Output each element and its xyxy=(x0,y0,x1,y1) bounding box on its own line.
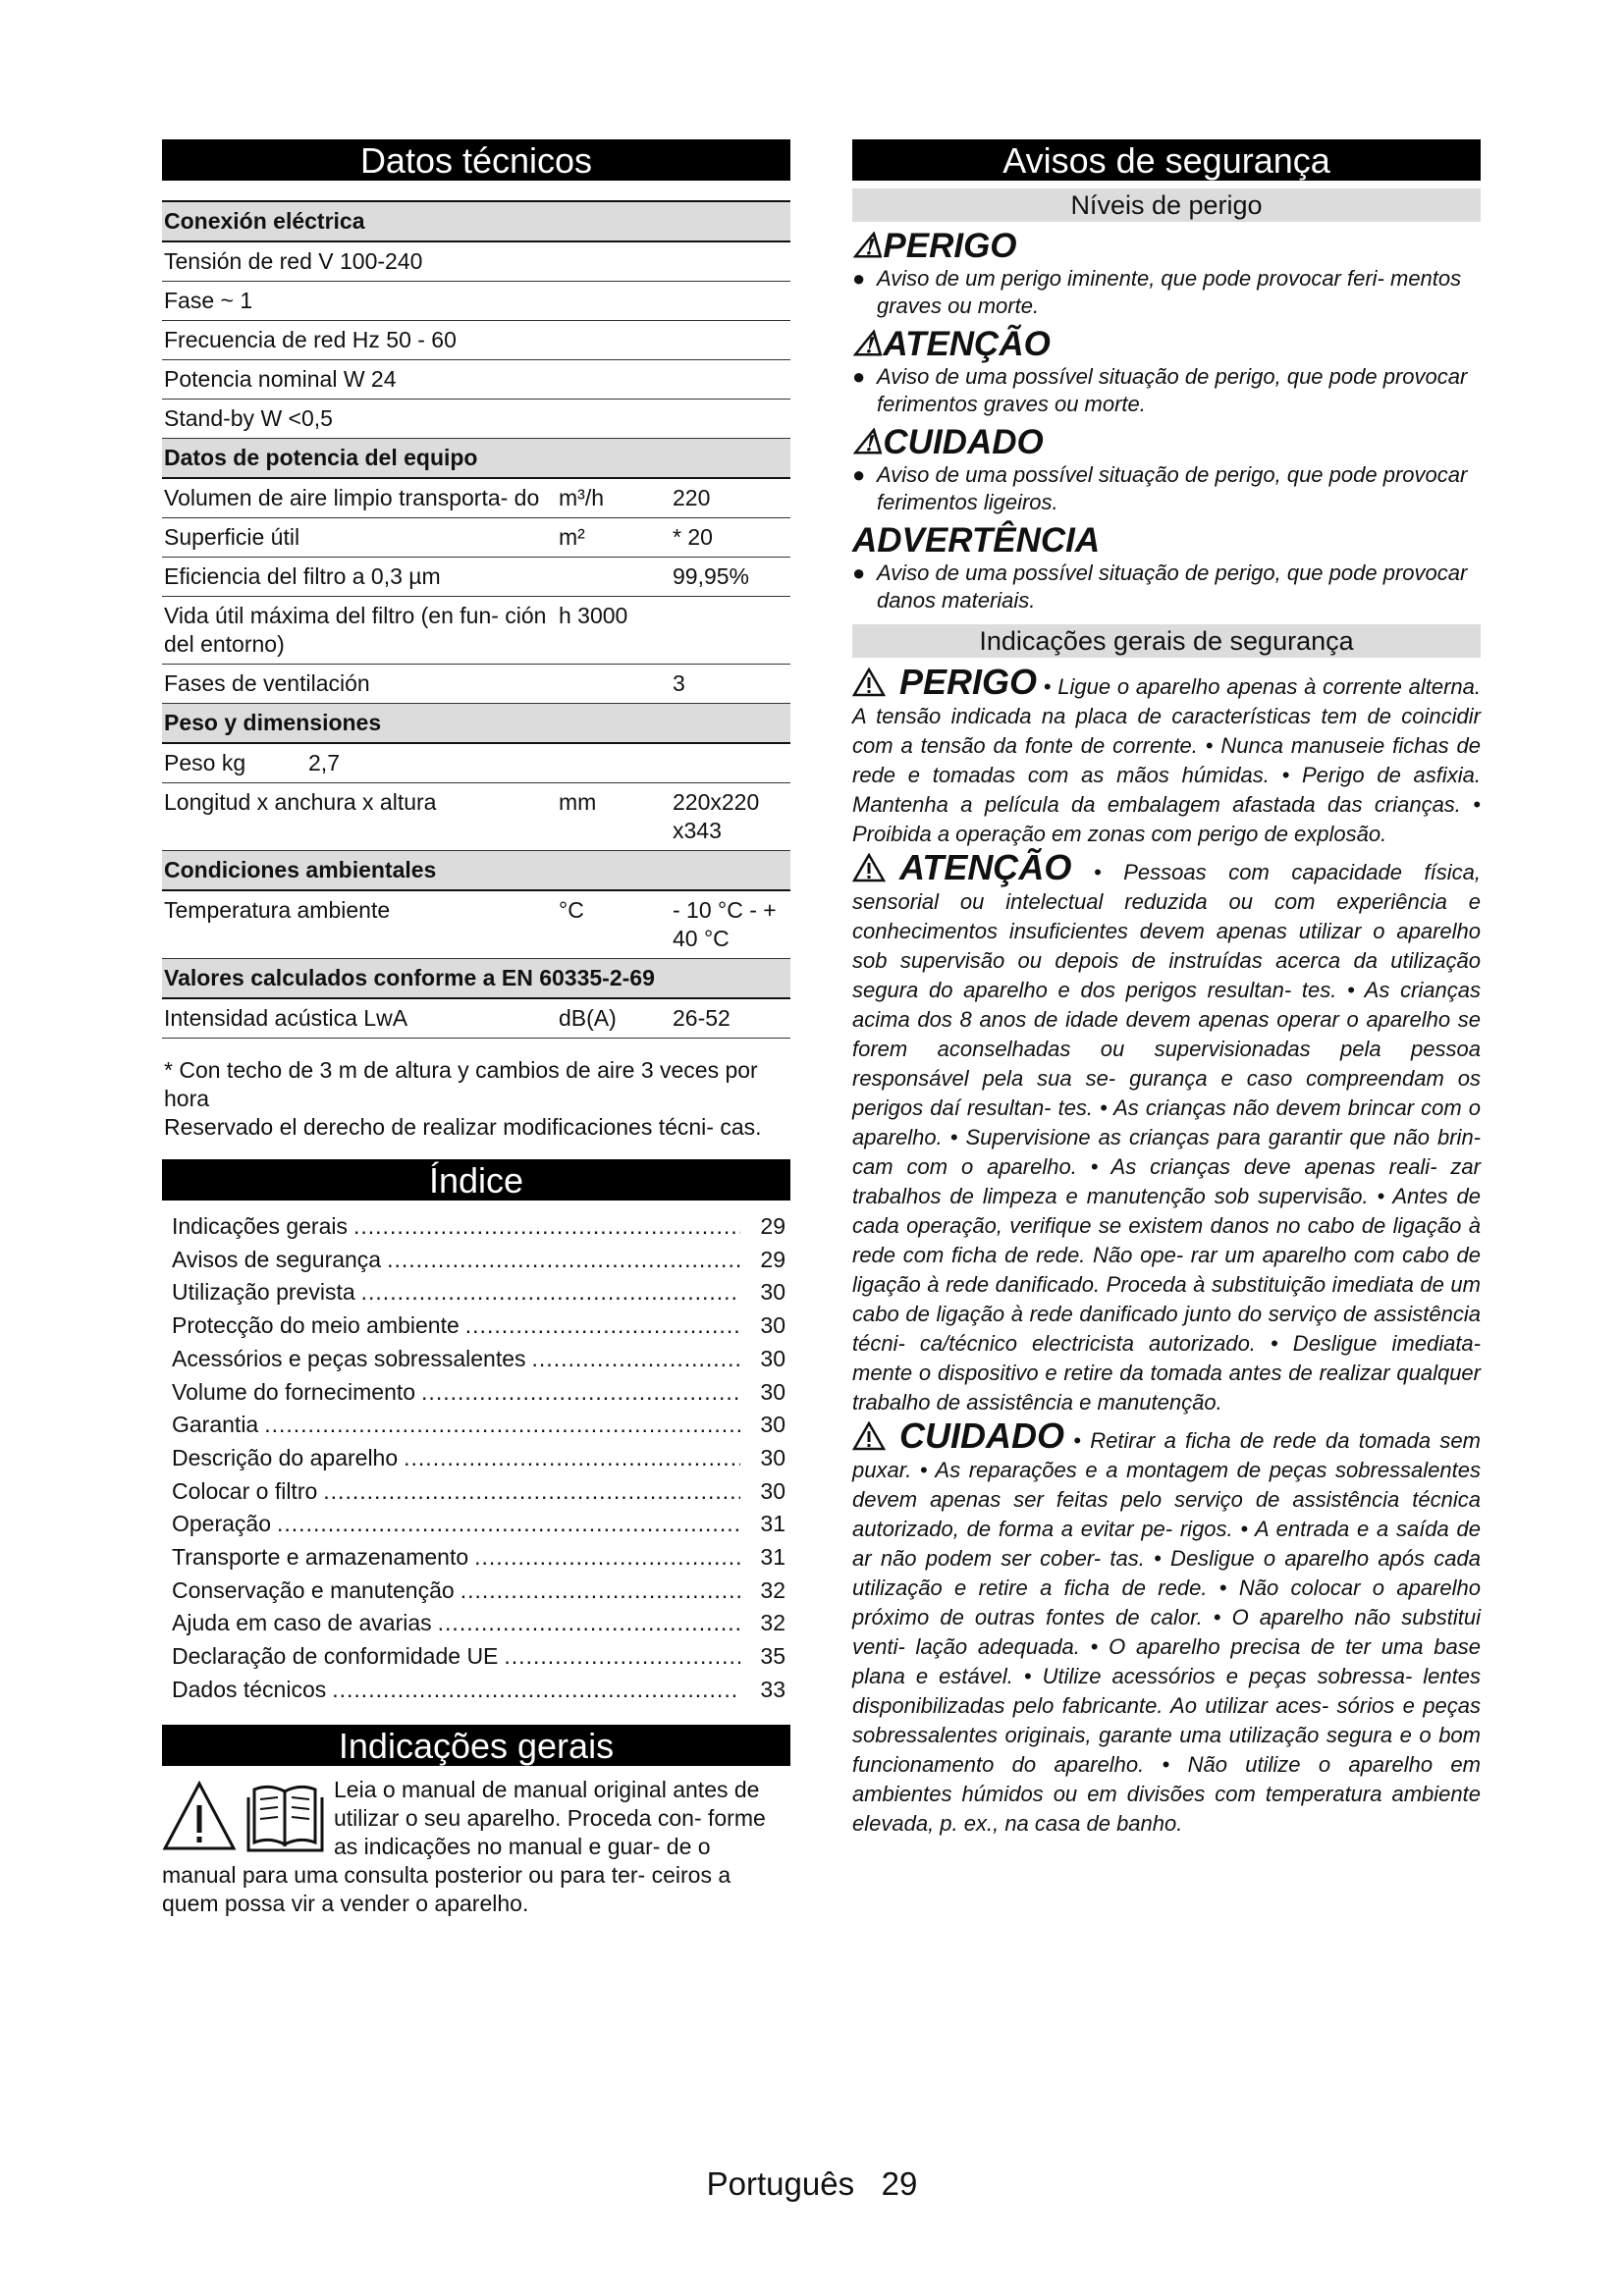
level-name: ATENÇÃO xyxy=(883,325,1051,363)
toc-leader xyxy=(404,1442,740,1475)
toc-entry[interactable] xyxy=(172,1210,790,1244)
warning-triangle-icon: ⚠ xyxy=(852,227,884,265)
ceiling-note: * Con techo de 3 m de altura y cambios de aire 3 veces por hora xyxy=(164,1057,758,1111)
row-unit: mm xyxy=(559,789,597,815)
section-header: Condiciones ambientales xyxy=(162,851,790,891)
toc-entry-title: Conservação e manutenção xyxy=(172,1576,455,1603)
row-label: Frecuencia de red Hz 50 - 60 xyxy=(164,327,457,352)
toc-page: 30 xyxy=(760,1279,785,1306)
toc-leader xyxy=(532,1343,740,1376)
table-row xyxy=(162,282,790,321)
perigo-paragraph xyxy=(852,662,1481,849)
row-unit xyxy=(559,326,673,354)
safety-title: Avisos de segurança xyxy=(852,139,1481,181)
toc-page: 33 xyxy=(760,1676,785,1702)
atencao-text: • Pessoas com capacidade física, sensorial ou intelectual reduzida ou com experiência e conhecimentos insuficientes devem apenas utilizar o aparelho sob supervisão ou depois de instruídas acerca da utilização segura do aparelho e dos perigos resultan- tes. • As crianças acima dos 8 anos de idade devem apenas operar o aparelho se forem aconselhadas ou supervisionadas pela pessoa responsável pela sua se- gurança e caso compreendam os perigos daí resultan- tes. • As crianças não devem brincar com o aparelho. • Supervisione as crianças para garantir que não brin- cam com o aparelho. • As crianças deve apenas reali- zar trabalhos de limpeza e manutenção sob supervisão. • Antes de cada operação, verifique se existem danos no cabo de ligação à rede com ficha de rede. Não ope- rar um aparelho com cabo de ligação à rede danificado. Proceda à substituição imediata de um cabo de ligação à rede danificado junto do serviço de assistência técni- ca/técnico electricista autorizado. • Desligue imediata- mente o dispositivo e retire da tomada antes de realizar qualquer trabalho de assistência e manutenção. xyxy=(852,860,1481,1415)
modification-note: Reservado el derecho de realizar modificaciones técni- cas. xyxy=(164,1114,762,1140)
general-safety-text xyxy=(852,662,1481,1839)
row-unit xyxy=(559,365,673,394)
table-row xyxy=(162,558,790,597)
toc-entry-title: Descrição do aparelho xyxy=(172,1444,399,1470)
cuidado-text: • Retirar a ficha de rede da tomada sem puxar. • As reparações e a montagem de peças sobressalentes devem apenas ser feitas pelo serviço de assistência técnica autorizado, de forma a evitar pe- rigos. • A entrada e a saída de ar não podem ser cober- tas. • Desligue o aparelho após cada utilização e retire a ficha de rede. • Não colocar o aparelho próximo de outras fontes de calor. • O aparelho não substitui venti- lação adequada. • O aparelho precisa de ter uma base plana e estável. • Utilize acessórios e peças sobressa- lentes disponibilizadas pelo fabricante. Ao utilizar aces- sórios e peças sobressalentes originais, garante uma utilização segura e o bom funcionamento do aparelho. • Não utilize o aparelho em ambientes húmidos ou em divisões com temperatura ambiente elevada, p. ex., na casa de banho. xyxy=(852,1428,1481,1836)
page-footer xyxy=(0,2165,1624,2203)
section-header: Conexión eléctrica xyxy=(162,202,790,242)
toc-entry[interactable] xyxy=(172,1343,790,1376)
tech-data-table xyxy=(162,200,790,1039)
cuidado-paragraph xyxy=(852,1415,1481,1839)
toc-leader xyxy=(361,1276,740,1309)
warning-manual-icons xyxy=(162,1776,334,1859)
toc-leader xyxy=(460,1575,740,1608)
row-label: Fase ~ 1 xyxy=(164,288,253,313)
toc-page: 32 xyxy=(760,1610,785,1636)
level-text: Aviso de um perigo iminente, que pode provocar feri- mentos graves ou morte. xyxy=(877,266,1462,318)
row-unit xyxy=(559,749,673,777)
row-label: Peso kg 2,7 xyxy=(164,750,340,775)
table-row xyxy=(162,321,790,360)
general-safety-title: Indicações gerais de segurança xyxy=(852,624,1481,658)
row-value: - 10 °C - + 40 °C xyxy=(673,897,777,951)
row-label: Fases de ventilación xyxy=(164,670,370,696)
row-value: 26-52 xyxy=(673,1005,731,1031)
warning-triangle-icon xyxy=(852,667,886,697)
row-label: Superficie útil xyxy=(164,524,300,550)
general-info xyxy=(162,1776,790,1918)
toc-entry-title: Colocar o filtro xyxy=(172,1477,318,1504)
section-header: Peso y dimensiones xyxy=(162,704,790,744)
toc-entry[interactable] xyxy=(172,1607,790,1640)
table-row xyxy=(162,891,790,959)
bullet: ● xyxy=(852,561,866,585)
bullet: ● xyxy=(852,462,866,487)
toc-leader xyxy=(465,1309,740,1343)
warning-triangle-icon: ⚠ xyxy=(852,423,884,461)
toc-page: 30 xyxy=(760,1378,785,1405)
row-label: Temperatura ambiente xyxy=(164,897,391,923)
toc-entry[interactable] xyxy=(172,1640,790,1674)
row-label: Longitud x anchura x altura xyxy=(164,789,437,815)
row-unit xyxy=(559,287,673,315)
row-value: * 20 xyxy=(673,524,713,550)
row-label: Tensión de red V 100-240 xyxy=(164,248,423,274)
row-value xyxy=(673,602,790,659)
bullet: ● xyxy=(852,364,866,389)
row-value: 99,95% xyxy=(673,563,750,589)
general-info-text: Leia o manual de manual original antes de utilizar o seu aparelho. Proceda con- forme as indicações no manual e guar- de o manual para uma consulta posterior ou para ter- ceiros a quem possa vir a vender o aparelho. xyxy=(162,1776,766,1916)
toc-entry[interactable] xyxy=(172,1376,790,1410)
row-label: Vida útil máxima del filtro (en fun- ción del entorno) xyxy=(164,603,547,657)
section-header: Valores calculados conforme a EN 60335-2-69 xyxy=(162,959,790,999)
toc-entry[interactable] xyxy=(172,1674,790,1707)
level-text: Aviso de uma possível situação de perigo, que pode provocar ferimentos graves ou morte. xyxy=(877,364,1468,416)
toc-entry[interactable] xyxy=(172,1575,790,1608)
toc-leader xyxy=(277,1508,740,1541)
cuidado-keyword: CUIDADO xyxy=(899,1415,1064,1456)
footer-language: Português xyxy=(706,2165,855,2202)
toc-entry[interactable] xyxy=(172,1442,790,1475)
tech-data-title: Datos técnicos xyxy=(162,139,790,181)
row-label: Volumen de aire limpio transporta- do xyxy=(164,485,540,510)
toc-page: 32 xyxy=(760,1576,785,1603)
toc-page: 29 xyxy=(760,1213,785,1239)
atencao-keyword: ATENÇÃO xyxy=(899,847,1072,887)
row-unit: dB(A) xyxy=(559,1005,617,1031)
toc-entry-title: Dados técnicos xyxy=(172,1676,327,1702)
toc-page: 35 xyxy=(760,1643,785,1670)
toc-entry[interactable] xyxy=(172,1508,790,1541)
toc-page: 31 xyxy=(760,1511,785,1537)
manual-book-icon xyxy=(248,1787,322,1850)
table-row xyxy=(162,400,790,439)
index-title: Índice xyxy=(162,1159,790,1201)
toc-leader xyxy=(438,1607,740,1640)
row-unit xyxy=(559,562,673,591)
perigo-keyword: PERIGO xyxy=(899,662,1038,702)
table-row xyxy=(162,479,790,518)
row-label: Potencia nominal W 24 xyxy=(164,366,397,392)
toc-leader xyxy=(353,1210,740,1244)
left-column xyxy=(162,139,790,1918)
section-header: Datos de potencia del equipo xyxy=(162,439,790,479)
atencao-paragraph xyxy=(852,847,1481,1417)
row-unit xyxy=(559,669,673,698)
level-perigo xyxy=(852,228,1481,320)
toc-entry-title: Protecção do meio ambiente xyxy=(172,1312,460,1339)
toc-leader xyxy=(387,1244,740,1277)
table-row xyxy=(162,518,790,558)
toc-entry[interactable] xyxy=(172,1244,790,1277)
level-name: ADVERTÊNCIA xyxy=(852,521,1101,560)
row-value: 3 xyxy=(673,670,685,696)
row-value xyxy=(673,247,790,276)
toc-page: 30 xyxy=(760,1312,785,1339)
toc-leader xyxy=(474,1541,740,1575)
toc-leader xyxy=(264,1409,740,1442)
toc-leader xyxy=(332,1674,740,1707)
level-name: CUIDADO xyxy=(883,423,1044,461)
toc-page: 31 xyxy=(760,1544,785,1571)
row-value xyxy=(673,749,790,777)
table-row xyxy=(162,360,790,400)
toc-entry[interactable] xyxy=(172,1475,790,1509)
table-row xyxy=(162,744,790,783)
toc-entry-title: Utilização prevista xyxy=(172,1279,355,1306)
table-row xyxy=(162,999,790,1039)
toc-entry-title: Garantia xyxy=(172,1412,259,1438)
bullet: ● xyxy=(852,266,866,291)
table-row xyxy=(162,242,790,282)
row-unit: °C xyxy=(559,897,584,923)
row-unit: m² xyxy=(559,524,585,550)
toc-entry-title: Declaração de conformidade UE xyxy=(172,1643,499,1670)
row-label: Stand-by W <0,5 xyxy=(164,405,333,431)
row-unit: h 3000 xyxy=(559,603,628,628)
toc-entry-title: Volume do fornecimento xyxy=(172,1378,416,1405)
page-number: 29 xyxy=(881,2165,918,2202)
toc-page: 29 xyxy=(760,1246,785,1272)
level-text: Aviso de uma possível situação de perigo, que pode provocar ferimentos ligeiros. xyxy=(877,462,1468,514)
level-advertencia xyxy=(852,522,1481,614)
warning-triangle-icon xyxy=(852,1421,886,1451)
row-value xyxy=(673,365,790,394)
table-row xyxy=(162,665,790,704)
toc-entry-title: Indicações gerais xyxy=(172,1213,348,1239)
toc-entry-title: Ajuda em caso de avarias xyxy=(172,1610,432,1636)
row-value xyxy=(673,404,790,433)
row-value: 220 xyxy=(673,485,711,510)
tech-notes xyxy=(162,1056,790,1142)
toc-page: 30 xyxy=(760,1345,785,1371)
warning-triangle-icon xyxy=(165,1784,234,1848)
toc-page: 30 xyxy=(760,1444,785,1470)
table-row xyxy=(162,597,790,665)
toc-entry[interactable] xyxy=(172,1409,790,1442)
row-value: 220x220 x343 xyxy=(673,789,760,843)
toc-leader xyxy=(323,1475,740,1509)
toc-page: 30 xyxy=(760,1477,785,1504)
toc-leader xyxy=(504,1640,740,1674)
right-column xyxy=(852,139,1481,1842)
toc-leader xyxy=(421,1376,740,1410)
level-atencao xyxy=(852,326,1481,418)
row-label: Eficiencia del filtro a 0,3 µm xyxy=(164,563,441,589)
perigo-text: • Ligue o aparelho apenas à corrente alterna. A tensão indicada na placa de características tem de coincidir com a tensão da fonte de corrente. • Nunca manuseie fichas de rede e tomadas com as mãos húmidas. • Perigo de asfixia. Mantenha a película da embalagem afastada das crianças. • Proibida a operação em zonas com perigo de explosão. xyxy=(852,674,1481,846)
toc-entry[interactable] xyxy=(172,1276,790,1309)
toc-entry-title: Avisos de segurança xyxy=(172,1246,382,1272)
toc-page: 30 xyxy=(760,1412,785,1438)
toc-entry-title: Transporte e armazenamento xyxy=(172,1544,469,1571)
row-value xyxy=(673,326,790,354)
danger-levels-title: Níveis de perigo xyxy=(852,188,1481,222)
level-cuidado xyxy=(852,424,1481,516)
level-name: PERIGO xyxy=(883,227,1017,265)
toc-entry[interactable] xyxy=(172,1309,790,1343)
level-text: Aviso de uma possível situação de perigo, que pode provocar danos materiais. xyxy=(877,561,1468,613)
row-unit xyxy=(559,247,673,276)
warning-triangle-icon: ⚠ xyxy=(852,325,884,363)
row-unit: m³/h xyxy=(559,485,604,510)
toc-entry[interactable] xyxy=(172,1541,790,1575)
toc-entry-title: Operação xyxy=(172,1511,272,1537)
warning-triangle-icon xyxy=(852,853,886,882)
general-info-title: Indicações gerais xyxy=(162,1725,790,1766)
row-label: Intensidad acústica LwA xyxy=(164,1005,408,1031)
row-value xyxy=(673,287,790,315)
row-unit xyxy=(559,404,673,433)
table-row xyxy=(162,783,790,851)
table-of-contents xyxy=(162,1210,790,1707)
general-icons xyxy=(162,1776,334,1859)
toc-entry-title: Acessórios e peças sobressalentes xyxy=(172,1345,526,1371)
